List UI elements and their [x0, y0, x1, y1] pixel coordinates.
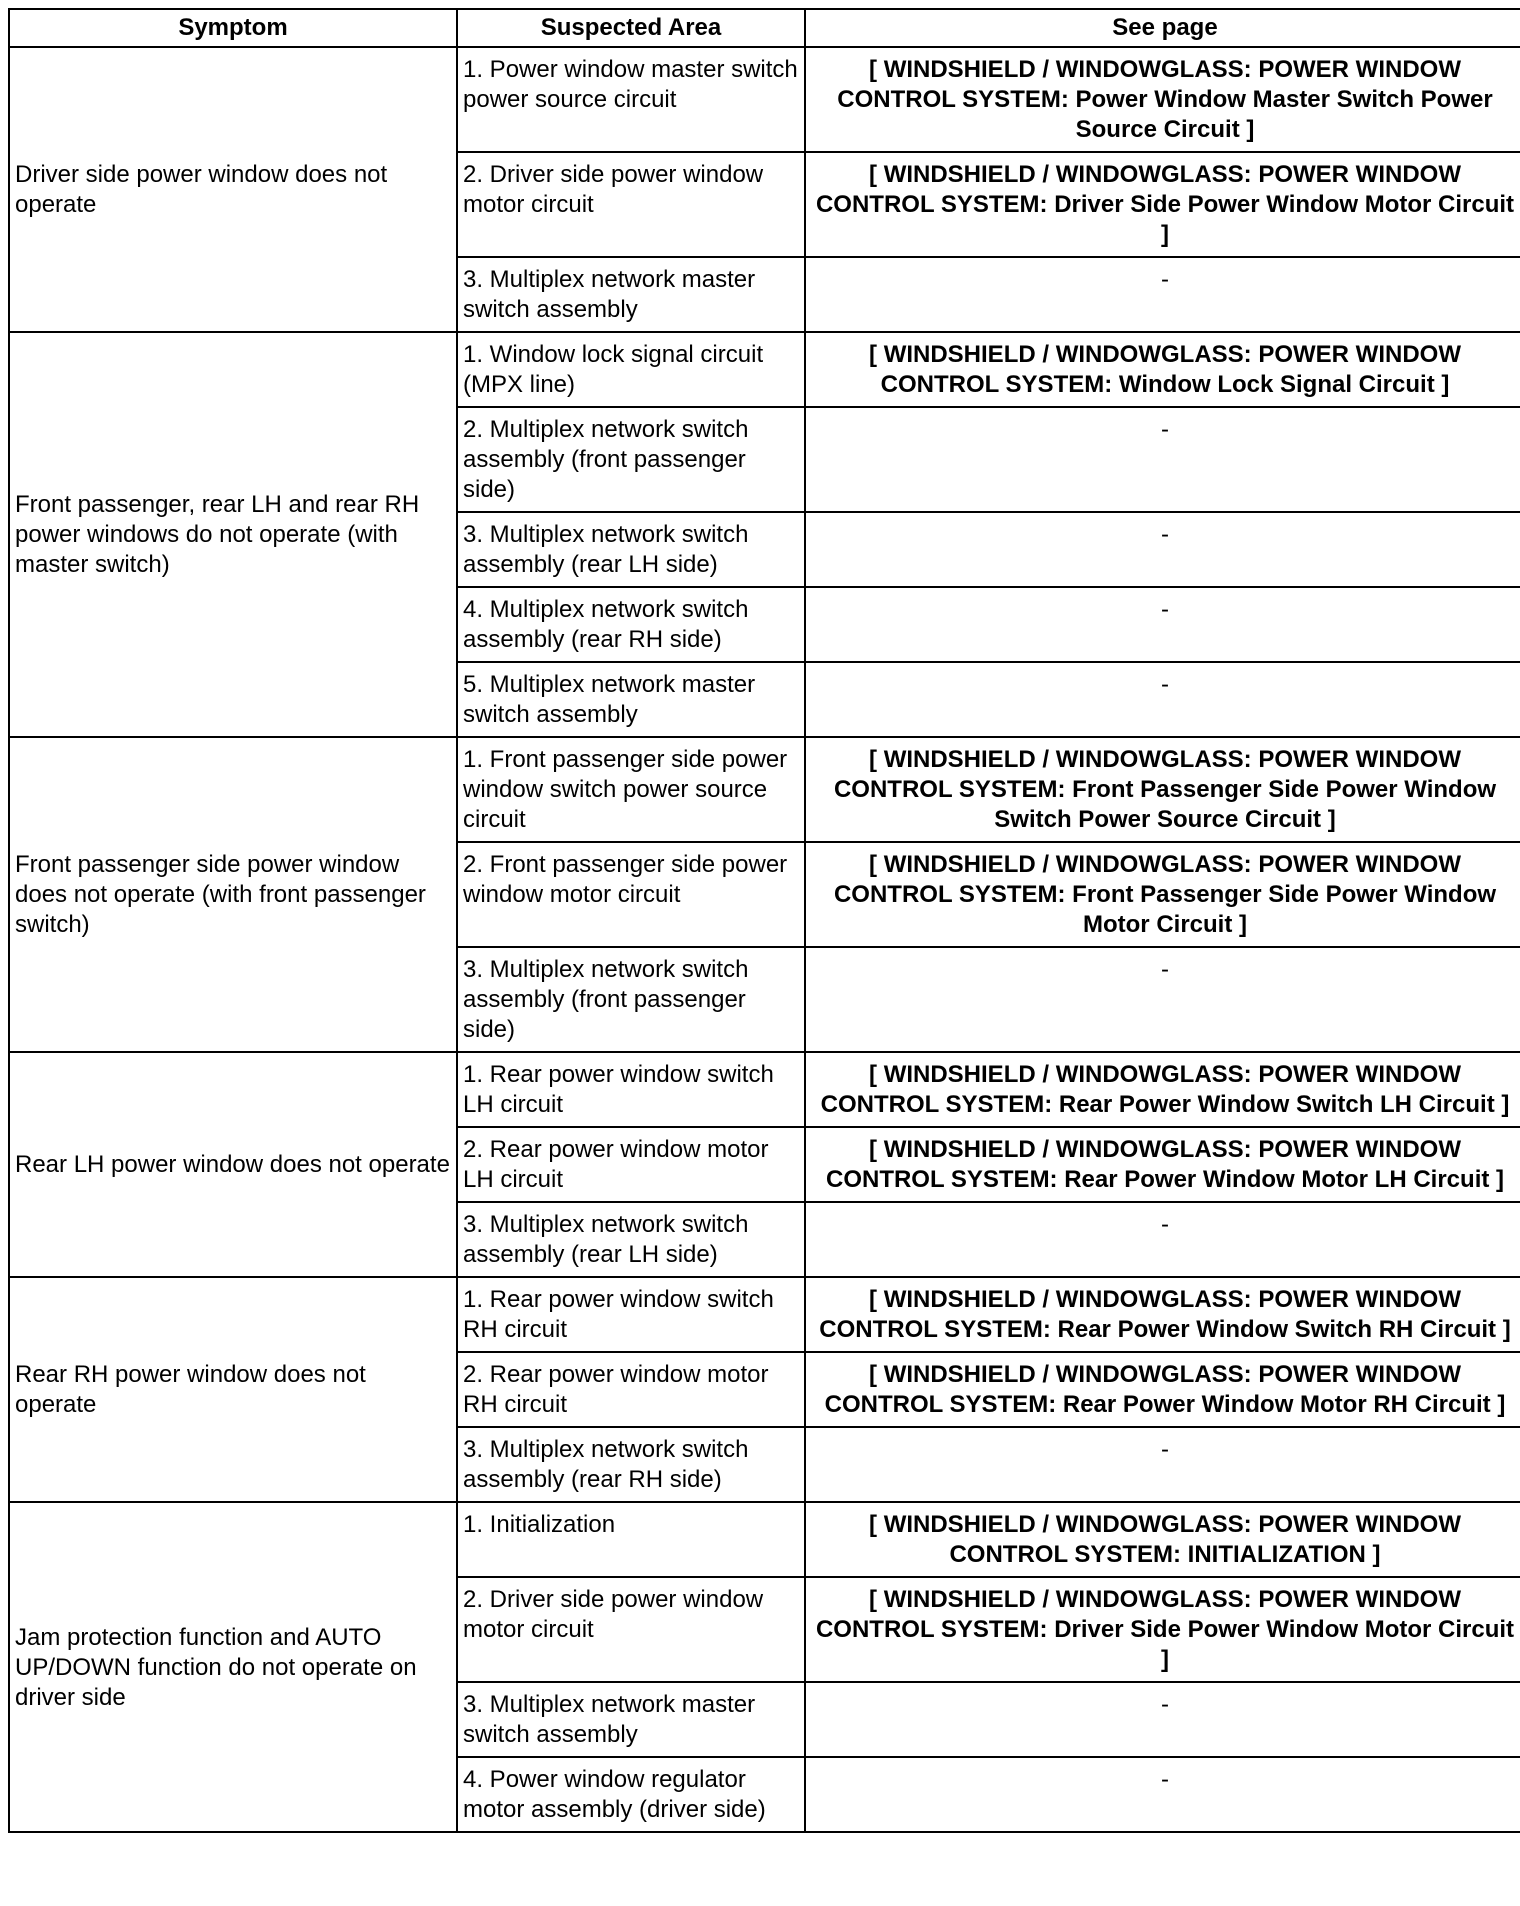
see-page-cell: -	[805, 662, 1520, 737]
suspected-area-cell: 1. Power window master switch power source circuit	[457, 47, 805, 152]
header-see-page: See page	[805, 9, 1520, 47]
suspected-area-cell: 4. Power window regulator motor assembly (driver side)	[457, 1757, 805, 1832]
see-page-link[interactable]: [ WINDSHIELD / WINDOWGLASS: POWER WINDOW CONTROL SYSTEM: Rear Power Window Motor RH Circuit ]	[805, 1352, 1520, 1427]
table-row	[9, 332, 1520, 407]
suspected-area-cell: 3. Multiplex network master switch assembly	[457, 257, 805, 332]
suspected-area-cell: 1. Initialization	[457, 1502, 805, 1577]
see-page-link[interactable]: [ WINDSHIELD / WINDOWGLASS: POWER WINDOW CONTROL SYSTEM: INITIALIZATION ]	[805, 1502, 1520, 1577]
suspected-area-cell: 3. Multiplex network switch assembly (rear LH side)	[457, 1202, 805, 1277]
symptom-cell: Jam protection function and AUTO UP/DOWN function do not operate on driver side	[9, 1502, 457, 1832]
table-row	[9, 1277, 1520, 1352]
symptom-cell: Front passenger, rear LH and rear RH power windows do not operate (with master switch)	[9, 332, 457, 737]
see-page-cell: -	[805, 1757, 1520, 1832]
symptom-cell: Driver side power window does not operate	[9, 47, 457, 332]
suspected-area-cell: 2. Rear power window motor LH circuit	[457, 1127, 805, 1202]
suspected-area-cell: 1. Rear power window switch LH circuit	[457, 1052, 805, 1127]
problem-symptoms-table	[8, 8, 1520, 1833]
suspected-area-cell: 3. Multiplex network switch assembly (front passenger side)	[457, 947, 805, 1052]
table-row	[9, 1502, 1520, 1577]
see-page-link[interactable]: [ WINDSHIELD / WINDOWGLASS: POWER WINDOW CONTROL SYSTEM: Driver Side Power Window Motor Circuit ]	[805, 1577, 1520, 1682]
suspected-area-cell: 5. Multiplex network master switch assembly	[457, 662, 805, 737]
suspected-area-cell: 4. Multiplex network switch assembly (rear RH side)	[457, 587, 805, 662]
see-page-link[interactable]: [ WINDSHIELD / WINDOWGLASS: POWER WINDOW CONTROL SYSTEM: Driver Side Power Window Motor Circuit ]	[805, 152, 1520, 257]
see-page-link[interactable]: [ WINDSHIELD / WINDOWGLASS: POWER WINDOW CONTROL SYSTEM: Window Lock Signal Circuit ]	[805, 332, 1520, 407]
see-page-cell: -	[805, 1682, 1520, 1757]
see-page-cell: -	[805, 257, 1520, 332]
see-page-link[interactable]: [ WINDSHIELD / WINDOWGLASS: POWER WINDOW CONTROL SYSTEM: Rear Power Window Switch LH Circuit ]	[805, 1052, 1520, 1127]
see-page-cell: -	[805, 407, 1520, 512]
see-page-link[interactable]: [ WINDSHIELD / WINDOWGLASS: POWER WINDOW CONTROL SYSTEM: Rear Power Window Switch RH Circuit ]	[805, 1277, 1520, 1352]
suspected-area-cell: 1. Window lock signal circuit (MPX line)	[457, 332, 805, 407]
suspected-area-cell: 2. Front passenger side power window motor circuit	[457, 842, 805, 947]
table-row	[9, 47, 1520, 152]
suspected-area-cell: 1. Front passenger side power window switch power source circuit	[457, 737, 805, 842]
see-page-link[interactable]: [ WINDSHIELD / WINDOWGLASS: POWER WINDOW CONTROL SYSTEM: Front Passenger Side Power Window Switch Power Source Circuit ]	[805, 737, 1520, 842]
table-body	[9, 47, 1520, 1832]
see-page-link[interactable]: [ WINDSHIELD / WINDOWGLASS: POWER WINDOW CONTROL SYSTEM: Power Window Master Switch Power Source Circuit ]	[805, 47, 1520, 152]
symptom-cell: Front passenger side power window does not operate (with front passenger switch)	[9, 737, 457, 1052]
suspected-area-cell: 2. Driver side power window motor circuit	[457, 1577, 805, 1682]
see-page-cell: -	[805, 1202, 1520, 1277]
see-page-cell: -	[805, 512, 1520, 587]
suspected-area-cell: 2. Multiplex network switch assembly (front passenger side)	[457, 407, 805, 512]
table-header-row	[9, 9, 1520, 47]
suspected-area-cell: 1. Rear power window switch RH circuit	[457, 1277, 805, 1352]
header-suspected-area: Suspected Area	[457, 9, 805, 47]
suspected-area-cell: 3. Multiplex network switch assembly (rear LH side)	[457, 512, 805, 587]
see-page-link[interactable]: [ WINDSHIELD / WINDOWGLASS: POWER WINDOW CONTROL SYSTEM: Rear Power Window Motor LH Circuit ]	[805, 1127, 1520, 1202]
symptom-cell: Rear LH power window does not operate	[9, 1052, 457, 1277]
problem-symptoms-document	[8, 8, 1515, 1833]
see-page-cell: -	[805, 1427, 1520, 1502]
symptom-cell: Rear RH power window does not operate	[9, 1277, 457, 1502]
suspected-area-cell: 2. Rear power window motor RH circuit	[457, 1352, 805, 1427]
suspected-area-cell: 3. Multiplex network switch assembly (rear RH side)	[457, 1427, 805, 1502]
see-page-cell: -	[805, 587, 1520, 662]
suspected-area-cell: 3. Multiplex network master switch assembly	[457, 1682, 805, 1757]
header-symptom: Symptom	[9, 9, 457, 47]
see-page-cell: -	[805, 947, 1520, 1052]
see-page-link[interactable]: [ WINDSHIELD / WINDOWGLASS: POWER WINDOW CONTROL SYSTEM: Front Passenger Side Power Window Motor Circuit ]	[805, 842, 1520, 947]
table-row	[9, 737, 1520, 842]
table-row	[9, 1052, 1520, 1127]
suspected-area-cell: 2. Driver side power window motor circuit	[457, 152, 805, 257]
